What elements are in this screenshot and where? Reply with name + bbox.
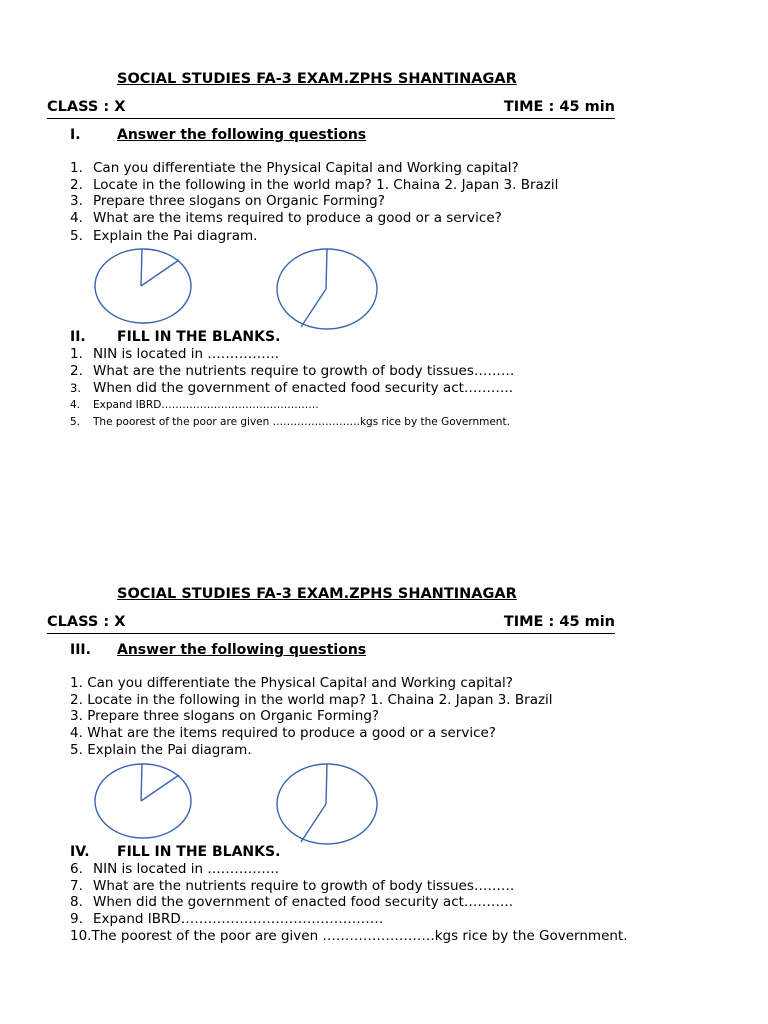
blank-item: [70, 346, 279, 362]
class-time-row: [47, 614, 615, 634]
blank-item: [70, 894, 513, 910]
blank-number: 3.: [70, 381, 81, 395]
blank-number: 4.: [70, 399, 81, 411]
section-heading: FILL IN THE BLANKS.: [117, 329, 281, 345]
blank-text: NIN is located in …………….: [93, 346, 280, 362]
section-number: I.: [70, 127, 81, 143]
class-time-row: [47, 99, 615, 119]
question-item: [70, 692, 553, 708]
blank-text: NIN is located in …………….: [93, 861, 280, 877]
question-number: 1.: [70, 160, 83, 176]
blank-item: [70, 861, 279, 877]
pie-diagram-small-sector: [92, 761, 196, 841]
blank-number: 7.: [70, 878, 83, 894]
question-number: 2.: [70, 177, 83, 193]
exam-title: SOCIAL STUDIES FA-3 EXAM.ZPHS SHANTINAGAR: [117, 71, 517, 87]
question-text: Explain the Pai diagram.: [87, 742, 252, 758]
pie-diagram-small-sector: [92, 246, 196, 326]
blank-number: 8.: [70, 894, 83, 910]
section-heading: Answer the following questions: [117, 642, 367, 658]
blank-item: [70, 399, 319, 411]
question-text: Prepare three slogans on Organic Forming?: [87, 708, 380, 724]
section-number: IV.: [70, 844, 90, 860]
blank-text: When did the government of enacted food security act………..: [93, 894, 513, 910]
exam-title: SOCIAL STUDIES FA-3 EXAM.ZPHS SHANTINAGAR: [117, 586, 517, 602]
pie-diagram-large-sector: [275, 247, 381, 331]
question-item: [70, 160, 519, 176]
time-label: TIME : 45 min: [503, 614, 615, 630]
pie-diagram-large-sector: [275, 762, 381, 846]
question-text: Explain the Pai diagram.: [93, 228, 258, 244]
blank-number: 6.: [70, 861, 83, 877]
question-number: 3.: [70, 193, 83, 209]
class-label: CLASS : X: [47, 614, 126, 630]
question-text: What are the items required to produce a good or a service?: [87, 725, 496, 741]
question-item: [70, 725, 496, 741]
blank-item: [70, 380, 513, 396]
question-number: 4.: [70, 210, 83, 226]
blank-item: [70, 416, 510, 428]
blank-item: [70, 878, 514, 894]
question-item: [70, 177, 558, 193]
question-item: [70, 193, 385, 209]
blank-text: What are the nutrients require to growth of body tissues………: [93, 363, 515, 379]
section-number: II.: [70, 329, 86, 345]
question-number: 5.: [70, 228, 83, 244]
question-number: 3.: [70, 708, 83, 724]
question-number: 1.: [70, 675, 83, 691]
section-number: III.: [70, 642, 91, 658]
class-label: CLASS : X: [47, 99, 126, 115]
question-text: What are the items required to produce a good or a service?: [93, 210, 502, 226]
question-text: Prepare three slogans on Organic Forming?: [93, 193, 385, 209]
question-item: [70, 228, 257, 244]
question-item: [70, 210, 502, 226]
blank-number: 9.: [70, 911, 83, 927]
question-number: 5.: [70, 742, 83, 758]
blank-text: The poorest of the poor are given …………………….kgs rice by the Government.: [93, 416, 510, 428]
question-item: [70, 742, 252, 758]
blank-number: 2.: [70, 363, 83, 379]
blank-item: [70, 363, 514, 379]
section-heading: FILL IN THE BLANKS.: [117, 844, 281, 860]
blank-text: Expand IBRD………………………………………: [93, 911, 384, 927]
blank-number: 10.: [70, 928, 92, 944]
question-item: [70, 708, 379, 724]
question-text: Can you differentiate the Physical Capital and Working capital?: [93, 160, 519, 176]
blank-text: What are the nutrients require to growth of body tissues………: [93, 878, 515, 894]
blank-item: [70, 911, 383, 927]
blank-text: The poorest of the poor are given …………………….kgs rice by the Government.: [91, 928, 628, 944]
blank-number: 5.: [70, 416, 81, 428]
section-heading: Answer the following questions: [117, 127, 367, 143]
question-text: Locate in the following in the world map? 1. Chaina 2. Japan 3. Brazil: [93, 177, 559, 193]
blank-number: 1.: [70, 346, 83, 362]
question-item: [70, 675, 513, 691]
time-label: TIME : 45 min: [503, 99, 615, 115]
question-text: Locate in the following in the world map? 1. Chaina 2. Japan 3. Brazil: [87, 692, 553, 708]
blank-text: Expand IBRD………………………………………: [93, 399, 319, 411]
question-number: 2.: [70, 692, 83, 708]
question-text: Can you differentiate the Physical Capital and Working capital?: [87, 675, 513, 691]
blank-item: [70, 928, 628, 944]
blank-text: When did the government of enacted food security act………..: [93, 380, 513, 396]
question-number: 4.: [70, 725, 83, 741]
